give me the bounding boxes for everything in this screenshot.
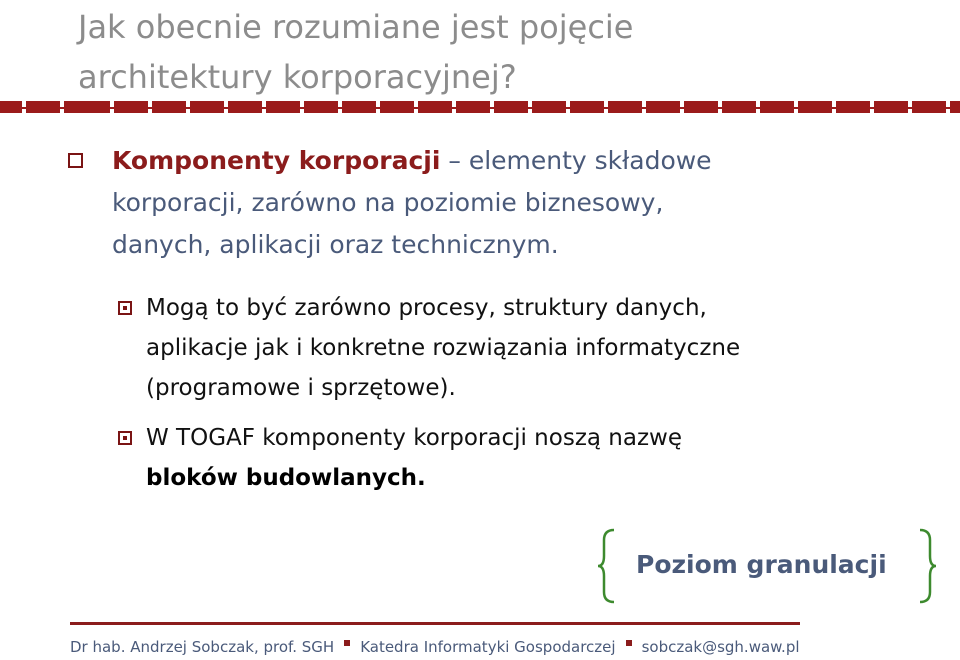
term-definition-start: – elementy składowe <box>440 146 712 175</box>
filled-square-bullet-icon <box>118 301 132 315</box>
sub-bullet-togaf-text <box>146 418 918 498</box>
filled-square-bullet-icon <box>118 431 132 445</box>
bullet-komponenty-line-2: korporacji, zarówno na poziomie biznesowy, <box>112 188 664 217</box>
title-line-1: Jak obecnie rozumiane jest pojęcie <box>78 8 634 46</box>
right-curly-brace-icon <box>920 530 936 602</box>
left-curly-brace-icon <box>598 530 614 602</box>
sub-bullet-procesy <box>118 288 918 408</box>
granulation-callout <box>598 528 936 604</box>
bullet-komponenty <box>68 140 938 266</box>
sub-bullet-procesy-line-1: Mogą to być zarówno procesy, struktury danych, <box>146 295 707 321</box>
sub-bullet-procesy-line-3: (programowe i sprzętowe). <box>146 375 456 401</box>
footer-email: sobczak@sgh.waw.pl <box>641 638 800 656</box>
sub-bullet-procesy-line-2: aplikacje jak i konkretne rozwiązania informatyczne <box>146 335 741 361</box>
slide-title <box>78 2 938 102</box>
sub-bullet-togaf <box>118 418 918 498</box>
bullet-komponenty-text <box>112 140 938 266</box>
sub-bullet-togaf-bold-term: bloków budowlanych. <box>146 465 426 491</box>
title-line-2: architektury korporacyjnej? <box>78 58 517 96</box>
square-separator-icon <box>344 640 350 646</box>
bullet-komponenty-line-1 <box>112 140 938 182</box>
footer-department: Katedra Informatyki Gospodarczej <box>360 638 616 656</box>
title-rule-line <box>0 107 960 109</box>
sub-bullet-procesy-text <box>146 288 918 408</box>
sub-bullet-togaf-line-1: W TOGAF komponenty korporacji noszą nazwę <box>146 425 682 451</box>
footer <box>70 636 800 658</box>
footer-rule <box>70 622 800 625</box>
hollow-square-bullet-icon <box>68 153 83 168</box>
bullet-komponenty-line-3: danych, aplikacji oraz technicznym. <box>112 230 559 259</box>
title-rule <box>0 100 960 114</box>
square-separator-icon <box>626 640 632 646</box>
term-komponenty-korporacji: Komponenty korporacji <box>112 146 441 175</box>
footer-author: Dr hab. Andrzej Sobczak, prof. SGH <box>70 638 335 656</box>
granulation-label: Poziom granulacji <box>636 550 887 579</box>
